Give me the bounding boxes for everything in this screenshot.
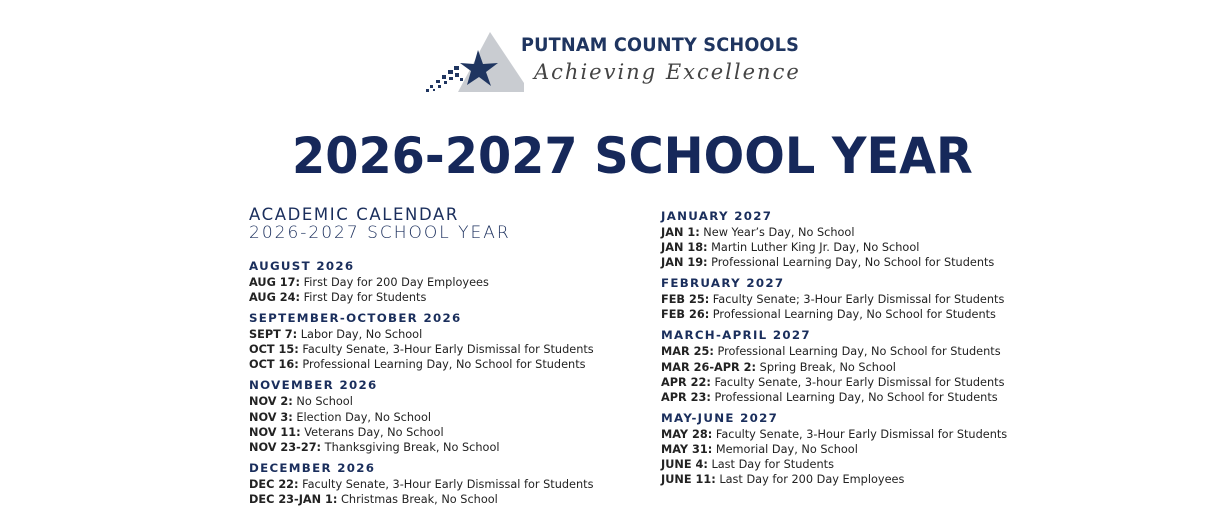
entry-date: MAY 28: [661, 427, 713, 441]
calendar-section [661, 275, 1041, 322]
entry-text: Faculty Senate, 3-Hour Early Dismissal for Students [298, 343, 594, 357]
entry-date: APR 22: [661, 375, 711, 389]
entry-text: Spring Break, No School [756, 360, 896, 374]
calendar-section [249, 377, 629, 454]
logo-tagline: Achieving Excellence [534, 60, 801, 84]
entry-text: Professional Learning Day, No School for Students [707, 256, 995, 270]
calendar-entry [661, 442, 1041, 457]
calendar-entry [249, 290, 629, 305]
entry-text: Election Day, No School [292, 410, 432, 424]
district-logo [424, 30, 824, 96]
entry-date: APR 23: [661, 390, 711, 404]
entry-date: SEPT 7: [249, 328, 298, 342]
entry-date: NOV 2: [249, 395, 293, 409]
entry-text: Thanksgiving Break, No School [321, 440, 500, 454]
calendar-section [249, 310, 629, 372]
calendar-entry [249, 275, 629, 290]
entry-date: MAR 25: [661, 345, 714, 359]
calendar-entry [661, 307, 1041, 322]
entry-text: Veterans Day, No School [300, 425, 444, 439]
entry-text: Faculty Senate, 3-Hour Early Dismissal for Students [298, 477, 594, 491]
entry-text: Martin Luther King Jr. Day, No School [707, 241, 920, 255]
entry-date: MAR 26-APR 2: [661, 360, 757, 374]
logo-district-name: PUTNAM COUNTY SCHOOLS [521, 34, 800, 56]
entry-text: Last Day for Students [707, 458, 834, 472]
calendar-section [661, 327, 1041, 404]
calendar-subheading: 2026-2027 SCHOOL YEAR [249, 223, 511, 243]
calendar-entry [249, 357, 629, 372]
entry-text: Faculty Senate; 3-Hour Early Dismissal for Students [709, 293, 1005, 307]
entry-date: FEB 25: [661, 293, 710, 307]
calendar-entry [661, 360, 1041, 375]
entry-date: OCT 15: [249, 343, 299, 357]
calendar-entry [249, 394, 629, 409]
entry-date: DEC 22: [249, 477, 299, 491]
calendar-heading: ACADEMIC CALENDAR [249, 205, 459, 224]
calendar-entry [249, 342, 629, 357]
calendar-entry [661, 344, 1041, 359]
calendar-entry [249, 440, 629, 455]
calendar-right-column [661, 208, 1041, 492]
entry-text: Memorial Day, No School [712, 442, 858, 456]
entry-text: New Year’s Day, No School [699, 226, 855, 239]
entry-date: NOV 3: [249, 410, 293, 424]
calendar-entry [661, 240, 1041, 255]
entry-date: JAN 1: [661, 226, 700, 239]
calendar-section [661, 410, 1041, 487]
calendar-entry [249, 477, 629, 492]
entry-text: Christmas Break, No School [337, 492, 498, 506]
calendar-entry [249, 425, 629, 440]
calendar-entry [249, 327, 629, 342]
entry-date: OCT 16: [249, 358, 299, 372]
entry-text: Faculty Senate, 3-hour Early Dismissal for Students [710, 375, 1005, 389]
entry-date: NOV 11: [249, 425, 301, 439]
entry-date: AUG 24: [249, 291, 301, 305]
calendar-entry [661, 427, 1041, 442]
section-title: NOVEMBER 2026 [249, 378, 378, 393]
entry-date: JAN 19: [661, 256, 708, 270]
calendar-entry [661, 292, 1041, 307]
calendar-entry [661, 390, 1041, 405]
entry-date: JUNE 11: [661, 473, 716, 487]
entry-text: First Day for Students [300, 291, 427, 305]
calendar-section [661, 208, 1041, 270]
calendar-entry [661, 375, 1041, 390]
entry-date: MAY 31: [661, 442, 713, 456]
page-title: 2026-2027 SCHOOL YEAR [292, 127, 973, 185]
entry-text: Professional Learning Day, No School for Students [298, 358, 586, 372]
entry-text: Professional Learning Day, No School for Students [710, 390, 998, 404]
calendar-entry [661, 472, 1041, 487]
entry-text: No School [292, 395, 353, 409]
section-title: JANUARY 2027 [661, 209, 773, 223]
calendar-entry [661, 255, 1041, 270]
calendar-section [249, 258, 629, 305]
calendar-left-column [249, 205, 629, 512]
calendar-entry [249, 410, 629, 425]
calendar-entry [661, 225, 1041, 240]
star-triangle-logo-icon [424, 30, 524, 96]
entry-date: AUG 17: [249, 276, 301, 289]
section-title: MAY-JUNE 2027 [661, 410, 779, 425]
entry-date: JUNE 4: [661, 458, 708, 472]
entry-text: Faculty Senate, 3-Hour Early Dismissal for Students [712, 427, 1008, 441]
calendar-entry [661, 457, 1041, 472]
entry-text: First Day for 200 Day Employees [300, 276, 489, 289]
entry-date: JAN 18: [661, 241, 708, 255]
entry-text: Professional Learning Day, No School for Students [709, 308, 996, 322]
entry-text: Professional Learning Day, No School for Students [713, 345, 1001, 359]
section-title: SEPTEMBER-OCTOBER 2026 [249, 311, 462, 326]
entry-date: NOV 23-27: [249, 440, 322, 454]
section-title: FEBRUARY 2027 [661, 276, 785, 291]
section-title: MARCH-APRIL 2027 [661, 328, 811, 343]
entry-date: DEC 23-JAN 1: [249, 492, 338, 506]
entry-date: FEB 26: [661, 308, 710, 322]
entry-text: Last Day for 200 Day Employees [715, 473, 905, 487]
section-title: DECEMBER 2026 [249, 460, 376, 475]
entry-text: Labor Day, No School [297, 328, 423, 342]
calendar-section [249, 460, 629, 507]
calendar-entry [249, 492, 629, 507]
section-title: AUGUST 2026 [249, 259, 355, 273]
